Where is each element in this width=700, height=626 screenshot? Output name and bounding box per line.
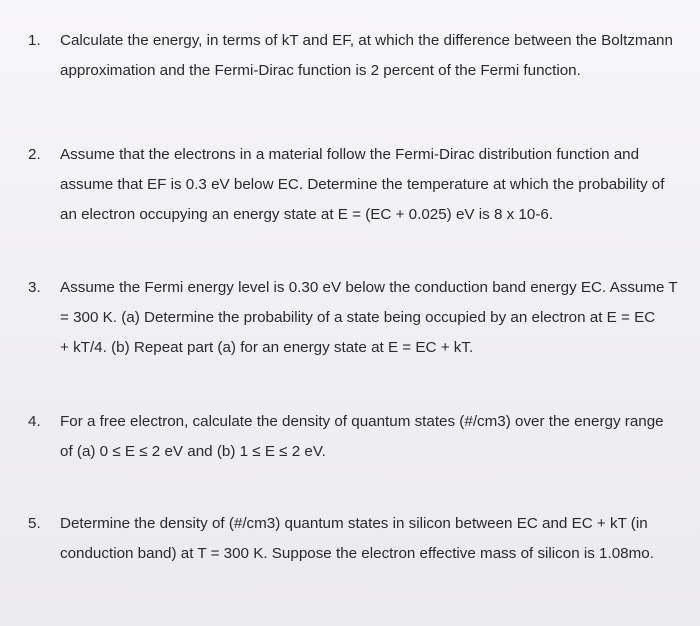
- problem-line: assume that EF is 0.3 eV below EC. Determine the temperature at which the probability of: [60, 176, 665, 193]
- problem-number: 5.: [28, 515, 41, 532]
- problem-text: [60, 273, 688, 363]
- problem-1: [28, 26, 688, 86]
- problem-line: Assume the Fermi energy level is 0.30 eV below the conduction band energy EC. Assume T: [60, 279, 678, 296]
- problem-line: + kT/4. (b) Repeat part (a) for an energy state at E = EC + kT.: [60, 339, 474, 356]
- problem-number: 3.: [28, 279, 41, 296]
- problem-line: Calculate the energy, in terms of kT and EF, at which the difference between the Boltzmann: [60, 32, 673, 49]
- problem-number: 4.: [28, 413, 41, 430]
- problem-5: [28, 509, 688, 569]
- problem-2: [28, 140, 688, 230]
- problem-text: [60, 140, 688, 230]
- problem-line: = 300 K. (a) Determine the probability of a state being occupied by an electron at E = EC: [60, 309, 656, 326]
- problem-line: Determine the density of (#/cm3) quantum states in silicon between EC and EC + kT (in: [60, 515, 648, 532]
- problem-4: [28, 407, 688, 467]
- problem-number: 2.: [28, 146, 41, 163]
- problem-number: 1.: [28, 32, 41, 49]
- problem-line: For a free electron, calculate the density of quantum states (#/cm3) over the energy range: [60, 413, 664, 430]
- problem-3: [28, 273, 688, 363]
- problem-line: conduction band) at T = 300 K. Suppose the electron effective mass of silicon is 1.08mo.: [60, 545, 654, 562]
- problem-line: Assume that the electrons in a material follow the Fermi-Dirac distribution function and: [60, 146, 640, 163]
- problem-line: of (a) 0 ≤ E ≤ 2 eV and (b) 1 ≤ E ≤ 2 eV.: [60, 443, 326, 460]
- problem-text: [60, 407, 688, 467]
- problem-line: an electron occupying an energy state at E = (EC + 0.025) eV is 8 x 10-6.: [60, 206, 554, 223]
- problem-text: [60, 26, 688, 86]
- problem-text: [60, 509, 688, 569]
- problem-line: approximation and the Fermi-Dirac function is 2 percent of the Fermi function.: [60, 62, 581, 79]
